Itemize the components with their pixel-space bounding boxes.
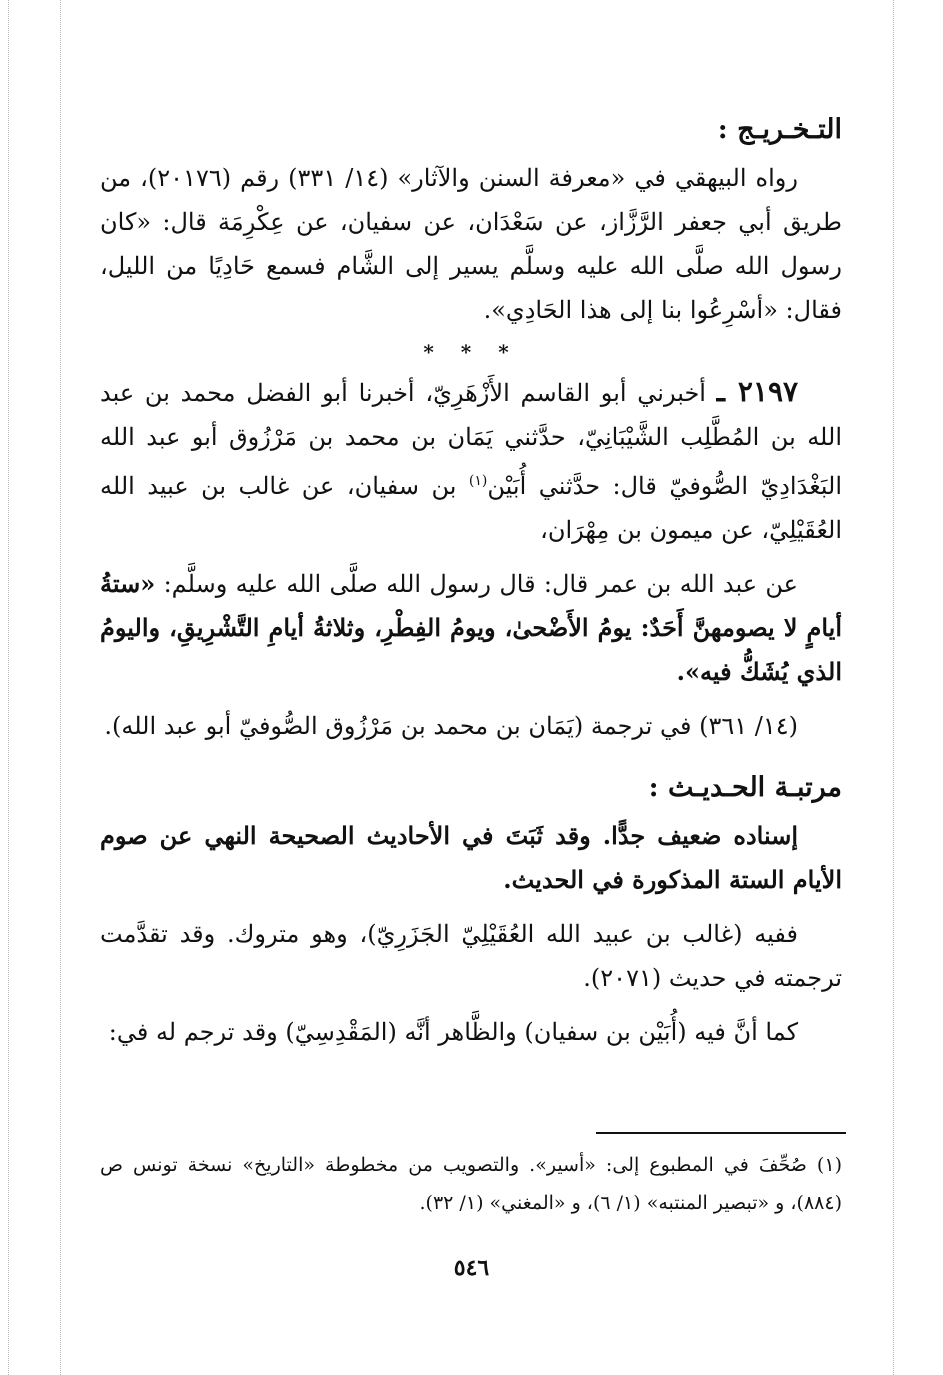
page-body — [100, 108, 842, 1054]
scan-edge-left-inner — [60, 0, 61, 1375]
rutbat-heading: مرتبـة الحـديـث : — [648, 772, 842, 803]
hadith-reference: (١٤/ ٣٦١) في ترجمة (يَمَان بن محمد بن مَرْزُوق الصُّوفيّ أبو عبد الله). — [104, 712, 798, 740]
hadith-chain-part-b: بن سفيان، عن غالب بن عبيد الله العُقَيْلِيّ، عن ميمون بن مِهْرَان، — [100, 472, 842, 544]
narrator-note-paragraph: كما أنَّ فيه (أُبَيْن بن سفيان) والظَّاهر أنَّه (المَقْدِسِيّ) وقد ترجم له في: — [108, 1018, 798, 1046]
scan-edge-left — [8, 0, 9, 1375]
scan-edge-right — [893, 0, 894, 1375]
hadith-matn-intro: عن عبد الله بن عمر قال: قال رسول الله صلَّى الله عليه وسلَّم: — [155, 570, 798, 598]
page-number: ٥٤٦ — [453, 1255, 490, 1281]
takhrij-paragraph: رواه البيهقي في «معرفة السنن والآثار» (١٤/ ٣٣١) رقم (٢٠١٧٦)، من طريق أبي جعفر الرَّزَّاز، عن سَعْدَان، عن سفيان، عن عِكْرِمَة قال: «كان رسول الله صلَّى الله عليه وسلَّم يسير إلى الشَّام فسمع حَادِيًا من الليل، فقال: «أسْرِعُوا بنا إلى هذا الحَادِي». — [100, 164, 842, 324]
hadith-matn-paragraph — [100, 562, 842, 694]
hadith-chain-part-a: أخبرني أبو القاسم الأَزْهَرِيّ، أخبرنا أبو الفضل محمد بن عبد الله بن المُطَّلِب الشَّيْبَانِيّ، حدَّثني يَمَان بن محمد بن مَرْزُوق أبو عبد الله البَغْدَادِيّ الصُّوفيّ قال: حدَّثني أُبَيْن — [100, 379, 842, 500]
narrator-paragraph: ففيه (غالب بن عبيد الله العُقَيْلِيّ الجَزَرِيّ)، وهو متروك. وقد تقدَّمت ترجمته في حديث (٢٠٧١). — [100, 920, 842, 992]
hadith-matn: «ستةُ أيامٍ لا يصومهنَّ أَحَدٌ: يومُ الأَضْحىٰ، ويومُ الفِطْرِ، وثلاثةُ أيامِ التَّشْرِيقِ، واليومُ الذي يُشَكُّ فيه». — [100, 569, 842, 686]
grading-paragraph: إسناده ضعيف جدًّا. وقد ثَبَتَ في الأحاديث الصحيحة النهي عن صوم الأيام الستة المذكورة في الحديث. — [100, 821, 842, 894]
footnote-1: (١) صُحِّفَ في المطبوع إلى: «أسير». والتصويب من مخطوطة «التاريخ» نسخة تونس ص (٨٨٤)، و «تبصير المنتبه» (١/ ٦)، و «المغني» (١/ ٣٢). — [100, 1154, 842, 1214]
section-separator: * * * — [423, 340, 519, 364]
footnote-block — [100, 1146, 842, 1222]
footnote-marker[interactable]: (١) — [468, 473, 488, 489]
hadith-number: ٢١٩٧ ـ — [716, 375, 799, 408]
hadith-chain — [100, 370, 842, 552]
takhrij-heading: التـخـريـج : — [717, 114, 842, 145]
footnote-divider — [596, 1132, 846, 1134]
